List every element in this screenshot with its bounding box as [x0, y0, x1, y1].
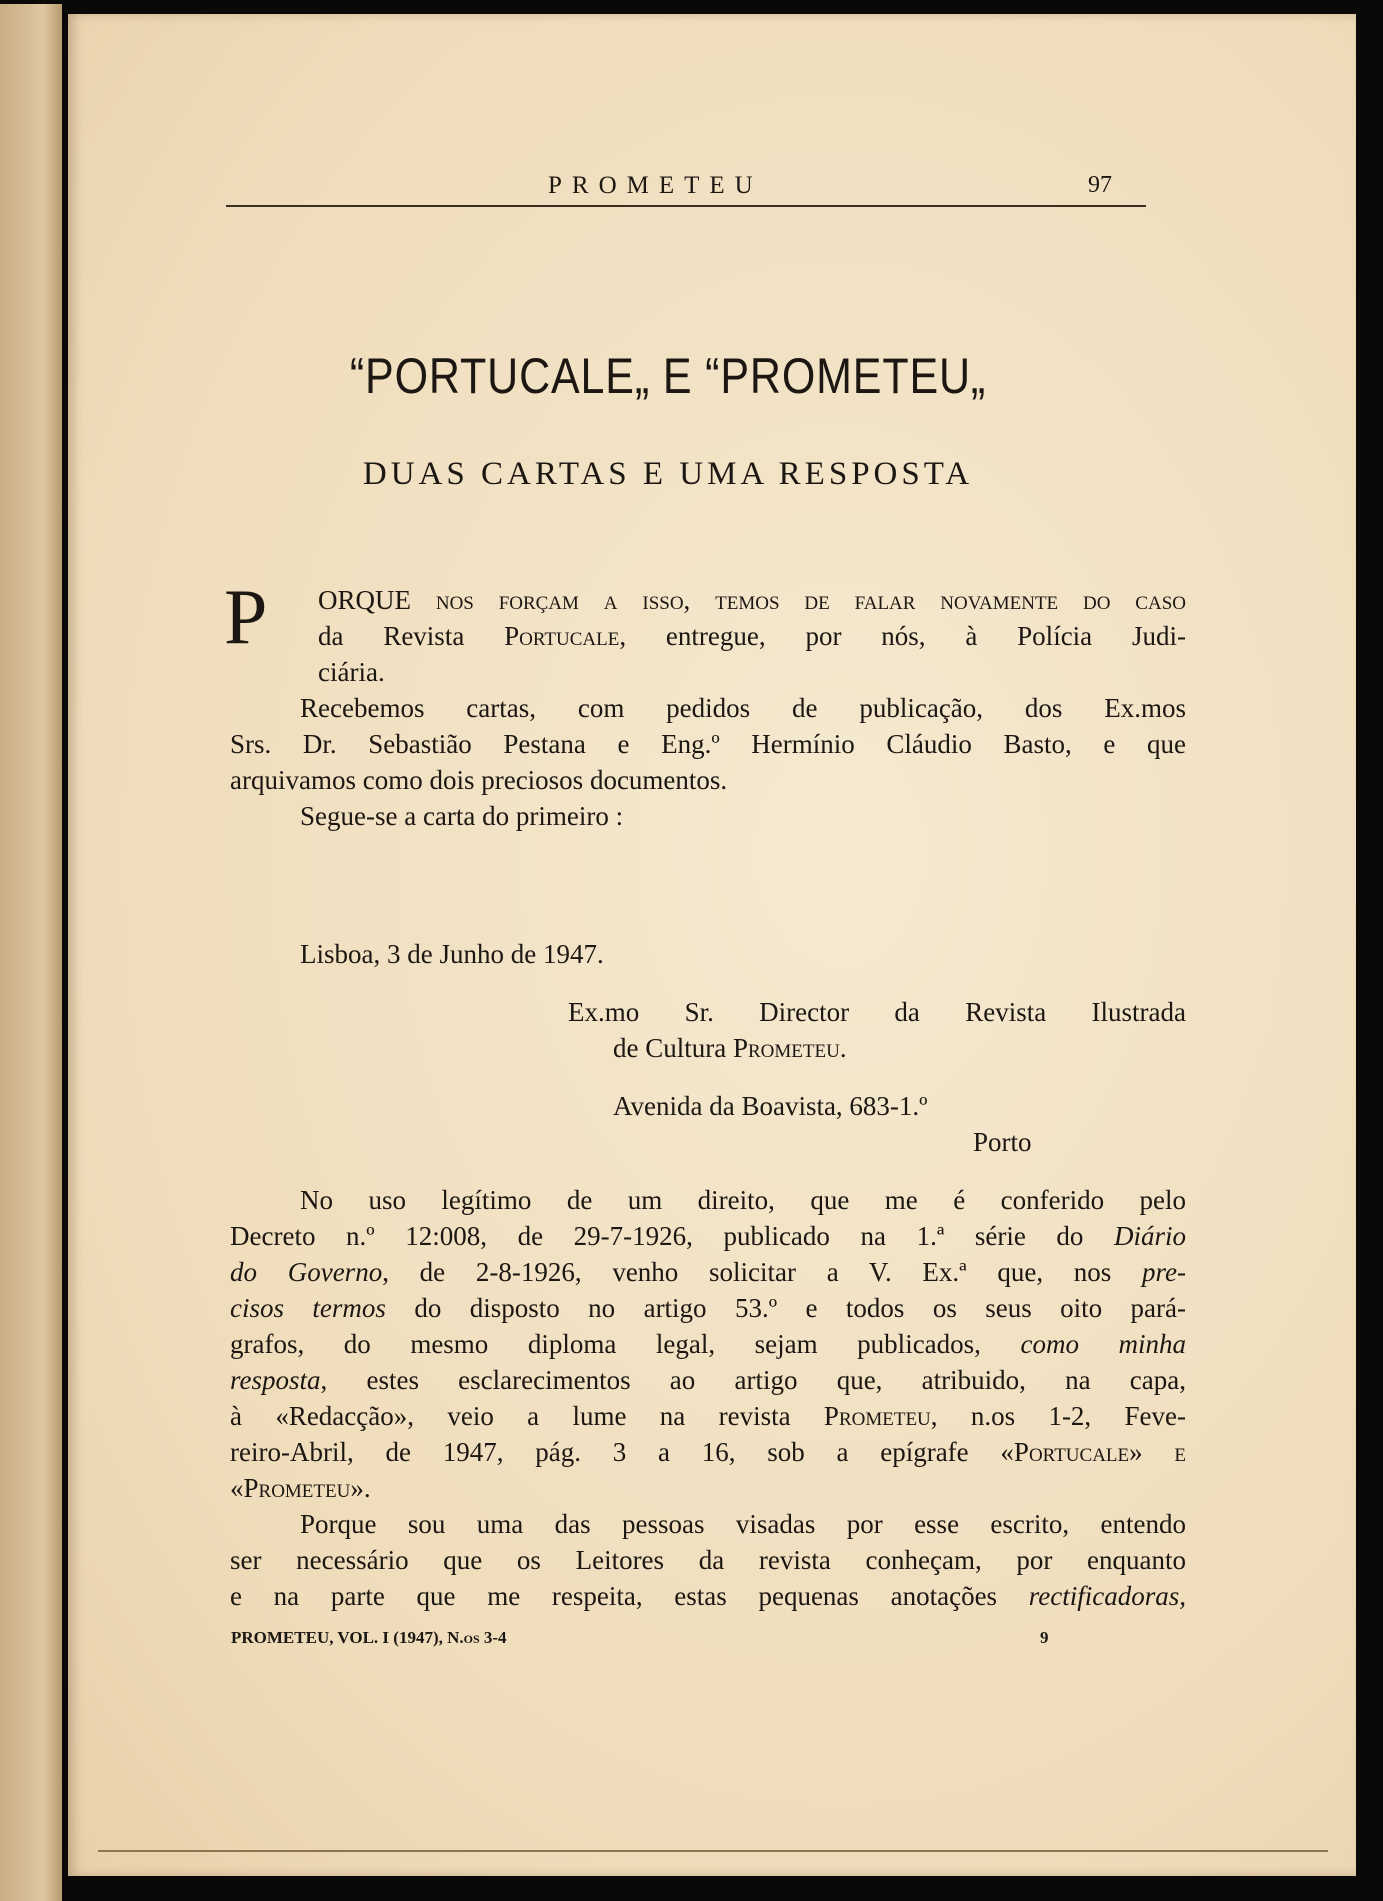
body1-line-8: [230, 1434, 1186, 1470]
body1-l5-i: como minha: [1020, 1329, 1186, 1359]
page-number: 97: [1088, 172, 1112, 198]
body1-l6-a: , estes esclarecimentos ao artigo que, atribuido, na capa,: [320, 1365, 1186, 1395]
body1-l9-a: «: [230, 1473, 244, 1503]
body1-l3-a: , de 2-8-1926, venho solicitar a V. Ex.ª que, nos: [382, 1257, 1143, 1287]
drop-cap: P: [224, 573, 268, 660]
intro-line-2-a: da Revista: [318, 621, 505, 651]
body1-line-2: [230, 1218, 1186, 1254]
body1-l3-i2: pre-: [1142, 1257, 1186, 1287]
body2-l3-a: e na parte que me respeita, estas pequenas anotações: [230, 1581, 1029, 1611]
letter-addressee-line-1: Ex.mo Sr. Director da Revista Ilustrada: [568, 997, 1186, 1027]
addressee-line-2-b: .: [839, 1033, 847, 1063]
letter-date: Lisboa, 3 de Junho de 1947.: [300, 939, 604, 969]
body1-l7-a: à «Redacção», veio a lume na revista: [230, 1401, 824, 1431]
body1-l8-conj: e: [1174, 1437, 1186, 1467]
body1-l2-i: Diário: [1113, 1221, 1186, 1251]
intro-line-1: [318, 582, 1186, 618]
body1-line-9: [230, 1470, 371, 1506]
body1-l8-a: reiro-Abril, de 1947, pág. 3 a 16, sob a epígrafe «: [230, 1437, 1014, 1467]
running-title: PROMETEU: [548, 172, 763, 199]
addressee-journal: Prometeu: [732, 1033, 840, 1063]
letter-addressee-line-2: [613, 1030, 847, 1066]
para2-line-2: Srs. Dr. Sebastião Pestana e Eng.º Hermínio Cláudio Basto, e que: [230, 729, 1186, 759]
addressee-line-2-a: de Cultura: [613, 1033, 733, 1063]
footer-citation: PROMETEU, VOL. I (1947), N.os 3-4: [231, 1628, 507, 1647]
intro-line-2: [318, 618, 1186, 654]
signature-mark: 9: [1040, 1628, 1049, 1647]
article-title: “PORTUCALE„ E “PROMETEU„: [349, 348, 987, 404]
body1-l9-b: ».: [350, 1473, 371, 1503]
article-subtitle: DUAS CARTAS E UMA RESPOSTA: [362, 456, 974, 492]
book-page: [68, 14, 1356, 1876]
page-bottom-edge: [98, 1850, 1328, 1852]
body1-line-7: [230, 1398, 1186, 1434]
body1-l8-b: »: [1129, 1437, 1175, 1467]
letter-address-street: Avenida da Boavista, 683-1.º: [613, 1091, 928, 1121]
body2-l3-i: rectificadoras,: [1028, 1581, 1186, 1611]
body1-l5-a: grafos, do mesmo diploma legal, sejam publicados,: [230, 1329, 1021, 1359]
previous-page-edge: [0, 4, 62, 1901]
body1-l4-i: cisos termos: [230, 1293, 386, 1323]
para3: Segue-se a carta do primeiro :: [300, 801, 624, 831]
body1-l2-a: Decreto n.º 12:008, de 29-7-1926, publicado na 1.ª série do: [230, 1221, 1114, 1251]
body1-line-4: [230, 1290, 1186, 1326]
body1-line-6: [230, 1362, 1186, 1398]
body2-line-3: [230, 1578, 1186, 1614]
body2-line-2: ser necessário que os Leitores da revista conheçam, por enquanto: [230, 1545, 1186, 1575]
body1-l8-journal: Portucale: [1013, 1437, 1130, 1467]
body1-line-1: No uso legítimo de um direito, que me é conferido pelo: [300, 1185, 1186, 1215]
body1-l6-i: resposta: [230, 1365, 321, 1395]
para2-line-1: Recebemos cartas, com pedidos de publicação, dos Ex.mos: [300, 693, 1186, 723]
intro-line-3: ciária.: [318, 657, 385, 687]
body1-line-5: [230, 1326, 1186, 1362]
header-rule: [226, 205, 1146, 207]
body1-l7-b: , n.os 1-2, Feve-: [930, 1401, 1186, 1431]
intro-line-2-b: , entregue, por nós, à Polícia Judi-: [619, 621, 1186, 651]
body1-l9-journal: Prometeu: [243, 1473, 351, 1503]
para2-line-3: arquivamos como dois preciosos documentos.: [230, 765, 728, 795]
body1-line-3: [230, 1254, 1186, 1290]
intro-line-2-journal: Portucale: [504, 621, 620, 651]
body1-l7-journal: Prometeu: [823, 1401, 931, 1431]
intro-line-1-text: ORQUE nos forçam a isso, temos de falar novamente do caso: [318, 585, 1186, 615]
body2-line-1: Porque sou uma das pessoas visadas por esse escrito, entendo: [300, 1509, 1186, 1539]
body1-l4-a: do disposto no artigo 53.º e todos os seus oito pará-: [385, 1293, 1187, 1323]
body1-l3-i: do Governo: [230, 1257, 383, 1287]
letter-address-city: Porto: [973, 1127, 1032, 1157]
